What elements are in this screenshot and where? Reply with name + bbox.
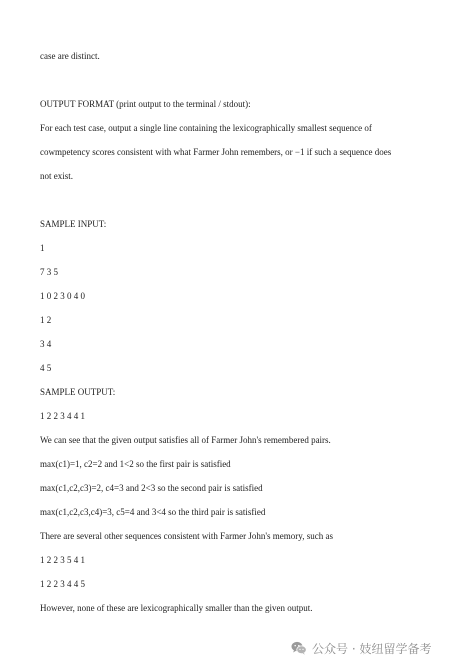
sample-input-line: 4 5 bbox=[40, 363, 52, 373]
sample-input-line: 7 3 5 bbox=[40, 267, 58, 277]
text-line: case are distinct. bbox=[40, 51, 100, 61]
sample-input-line: 3 4 bbox=[40, 339, 52, 349]
section-heading-sample-input: SAMPLE INPUT: bbox=[40, 219, 107, 229]
sample-output-line: 1 2 2 3 4 4 5 bbox=[40, 579, 85, 589]
sample-input-line: 1 2 bbox=[40, 315, 52, 325]
sample-output-line: 1 2 2 3 5 4 1 bbox=[40, 555, 85, 565]
text-line: max(c1,c2,c3,c4)=3, c5=4 and 3<4 so the third pair is satisfied bbox=[40, 507, 266, 517]
section-heading-output-format: OUTPUT FORMAT (print output to the terminal / stdout): bbox=[40, 99, 251, 109]
watermark-footer bbox=[291, 638, 431, 658]
text-line: cowmpetency scores consistent with what Farmer John remembers, or −1 if such a sequence does bbox=[40, 147, 392, 157]
text-line: However, none of these are lexicographically smaller than the given output. bbox=[40, 603, 313, 613]
watermark-text: 公众号 · 妓纽留学备考 bbox=[312, 641, 432, 656]
wechat-icon bbox=[291, 641, 307, 655]
section-heading-sample-output: SAMPLE OUTPUT: bbox=[40, 387, 116, 397]
text-line: There are several other sequences consistent with Farmer John's memory, such as bbox=[40, 531, 333, 541]
sample-input-line: 1 0 2 3 0 4 0 bbox=[40, 291, 85, 301]
text-line: We can see that the given output satisfies all of Farmer John's remembered pairs. bbox=[40, 435, 331, 445]
text-line: max(c1)=1, c2=2 and 1<2 so the first pair is satisfied bbox=[40, 459, 231, 469]
sample-output-line: 1 2 2 3 4 4 1 bbox=[40, 411, 85, 421]
sample-input-line: 1 bbox=[40, 243, 45, 253]
text-line: max(c1,c2,c3)=2, c4=3 and 2<3 so the second pair is satisfied bbox=[40, 483, 263, 493]
text-line: not exist. bbox=[40, 171, 73, 181]
text-line: For each test case, output a single line containing the lexicographically smallest sequence of bbox=[40, 123, 372, 133]
